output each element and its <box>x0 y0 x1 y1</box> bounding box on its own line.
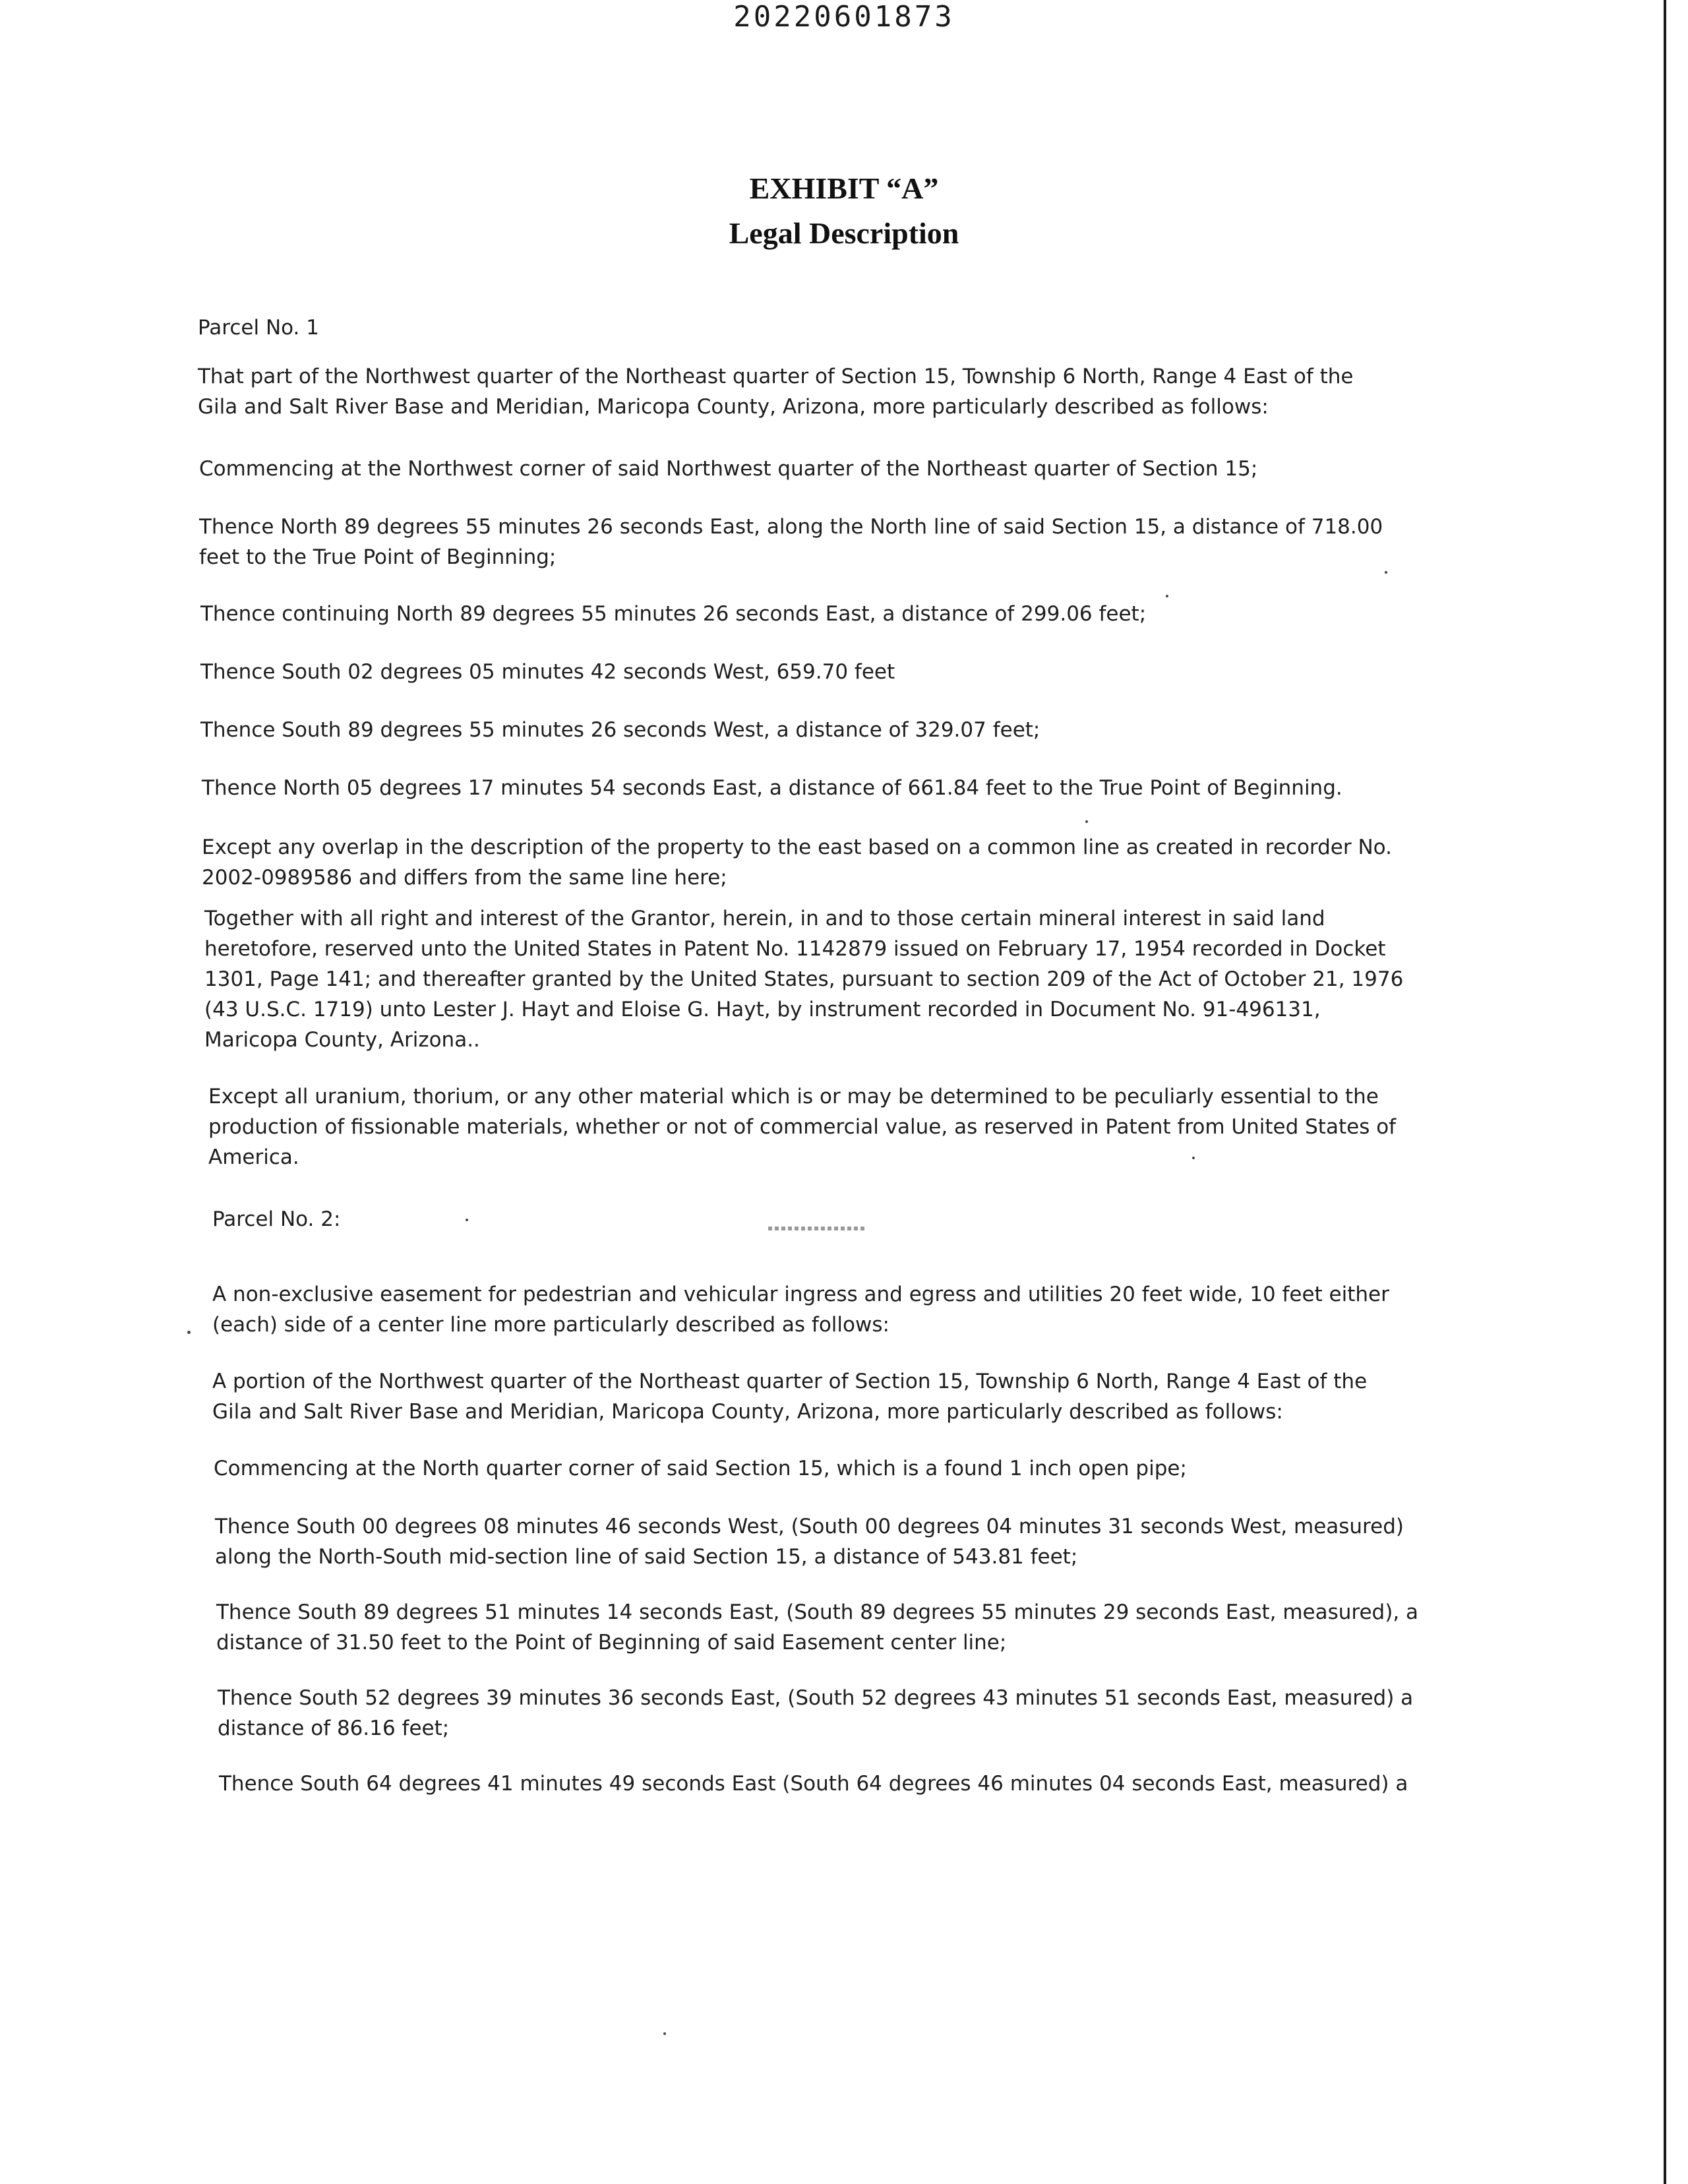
text-line: Thence South 52 degrees 39 minutes 36 seconds East, (South 52 degrees 43 minutes 51 seconds East, measured) a <box>218 1686 1414 1710</box>
parcel-1-commencing <box>199 454 1257 484</box>
text-line: feet to the True Point of Beginning; <box>199 545 557 569</box>
text-line: That part of the Northwest quarter of the Northeast quarter of Section 15, Township 6 North, Range 4 East of the <box>198 365 1354 388</box>
scan-artifact-mark <box>768 1227 867 1230</box>
text-line: Thence South 89 degrees 51 minutes 14 seconds East, (South 89 degrees 55 minutes 29 seconds East, measured), a <box>216 1600 1419 1624</box>
text-line: Thence South 64 degrees 41 minutes 49 seconds East (South 64 degrees 46 minutes 04 seconds East, measured) a <box>219 1772 1408 1796</box>
exhibit-title: EXHIBIT “A” <box>749 171 939 205</box>
right-margin-rule <box>1664 0 1666 2184</box>
parcel-2-heading: Parcel No. 2: <box>212 1207 341 1231</box>
parcel-1-course-3 <box>200 657 895 687</box>
text-line: distance of 86.16 feet; <box>218 1716 450 1740</box>
parcel-1-description <box>198 361 1353 422</box>
scan-speck <box>663 2032 666 2035</box>
parcel-1-exception-overlap <box>202 832 1392 893</box>
parcel-1-heading: Parcel No. 1 <box>198 316 319 340</box>
parcel-2-course-4 <box>219 1769 1408 1799</box>
text-line: along the North-South mid-section line of said Section 15, a distance of 543.81 feet; <box>215 1545 1078 1569</box>
text-line: America. <box>208 1145 299 1169</box>
text-line: Commencing at the North quarter corner of said Section 15, which is a found 1 inch open pipe; <box>214 1457 1187 1480</box>
text-line: Thence North 05 degrees 17 minutes 54 seconds East, a distance of 661.84 feet to the True Point of Beginning. <box>202 776 1342 800</box>
text-line: Thence North 89 degrees 55 minutes 26 seconds East, along the North line of said Section 15, a distance of 718.00 <box>199 515 1383 539</box>
text-line: (43 U.S.C. 1719) unto Lester J. Hayt and Eloise G. Hayt, by instrument recorded in Document No. 91-496131, <box>204 998 1321 1021</box>
parcel-1-course-4 <box>200 715 1040 745</box>
text-line: Thence South 00 degrees 08 minutes 46 seconds West, (South 00 degrees 04 minutes 31 seconds West, measured) <box>215 1515 1404 1538</box>
parcel-2-easement <box>212 1279 1389 1340</box>
parcel-1-course-1 <box>199 512 1383 572</box>
text-line: Gila and Salt River Base and Meridian, Maricopa County, Arizona, more particularly described as follows: <box>212 1400 1283 1424</box>
text-line: Thence South 89 degrees 55 minutes 26 seconds West, a distance of 329.07 feet; <box>200 718 1040 742</box>
text-line: Except all uranium, thorium, or any other material which is or may be determined to be peculiarly essential to the <box>208 1085 1379 1108</box>
parcel-1-course-5 <box>202 773 1342 803</box>
parcel-1-mineral-interest <box>204 903 1403 1055</box>
exhibit-header <box>0 166 1688 256</box>
text-line: Commencing at the Northwest corner of said Northwest quarter of the Northeast quarter of Section 15; <box>199 457 1258 481</box>
scan-speck <box>1166 595 1168 597</box>
text-line: production of fissionable materials, whether or not of commercial value, as reserved in Patent from United States of <box>208 1115 1397 1139</box>
parcel-2-portion <box>212 1366 1367 1427</box>
parcel-2-commencing <box>214 1453 1187 1484</box>
text-line: distance of 31.50 feet to the Point of Beginning of said Easement center line; <box>216 1631 1007 1654</box>
scan-speck <box>1192 1157 1195 1159</box>
text-line: A non-exclusive easement for pedestrian and vehicular ingress and egress and utilities 20 feet wide, 10 feet either <box>212 1283 1389 1306</box>
text-line: Together with all right and interest of the Grantor, herein, in and to those certain mineral interest in said land <box>204 907 1325 930</box>
text-line: Thence South 02 degrees 05 minutes 42 seconds West, 659.70 feet <box>200 660 895 684</box>
text-line: Thence continuing North 89 degrees 55 minutes 26 seconds East, a distance of 299.06 feet; <box>200 602 1147 626</box>
parcel-1-course-2 <box>200 599 1146 629</box>
document-number: 20220601873 <box>733 0 955 34</box>
text-line: 2002-0989586 and differs from the same line here; <box>202 866 727 890</box>
parcel-2-course-2 <box>216 1597 1418 1658</box>
text-line: Gila and Salt River Base and Meridian, Maricopa County, Arizona, more particularly described as follows: <box>198 395 1269 419</box>
scan-speck <box>1085 820 1088 823</box>
parcel-1-exception-uranium <box>208 1081 1396 1172</box>
text-line: (each) side of a center line more particularly described as follows: <box>212 1313 889 1337</box>
text-line: 1301, Page 141; and thereafter granted by the United States, pursuant to section 209 of the Act of October 21, 1976 <box>204 967 1404 991</box>
text-line: Maricopa County, Arizona.. <box>204 1028 480 1052</box>
text-line: Except any overlap in the description of the property to the east based on a common line as created in recorder No. <box>202 835 1392 859</box>
scan-speck <box>187 1331 191 1334</box>
parcel-2-course-3 <box>218 1683 1413 1744</box>
parcel-2-course-1 <box>215 1511 1404 1572</box>
scan-speck <box>466 1219 468 1221</box>
scan-speck <box>1385 571 1387 574</box>
text-line: heretofore, reserved unto the United States in Patent No. 1142879 issued on February 17, 1954 recorded in Docket <box>204 937 1386 961</box>
exhibit-subtitle: Legal Description <box>729 216 959 250</box>
text-line: A portion of the Northwest quarter of the Northeast quarter of Section 15, Township 6 North, Range 4 East of the <box>212 1370 1368 1393</box>
